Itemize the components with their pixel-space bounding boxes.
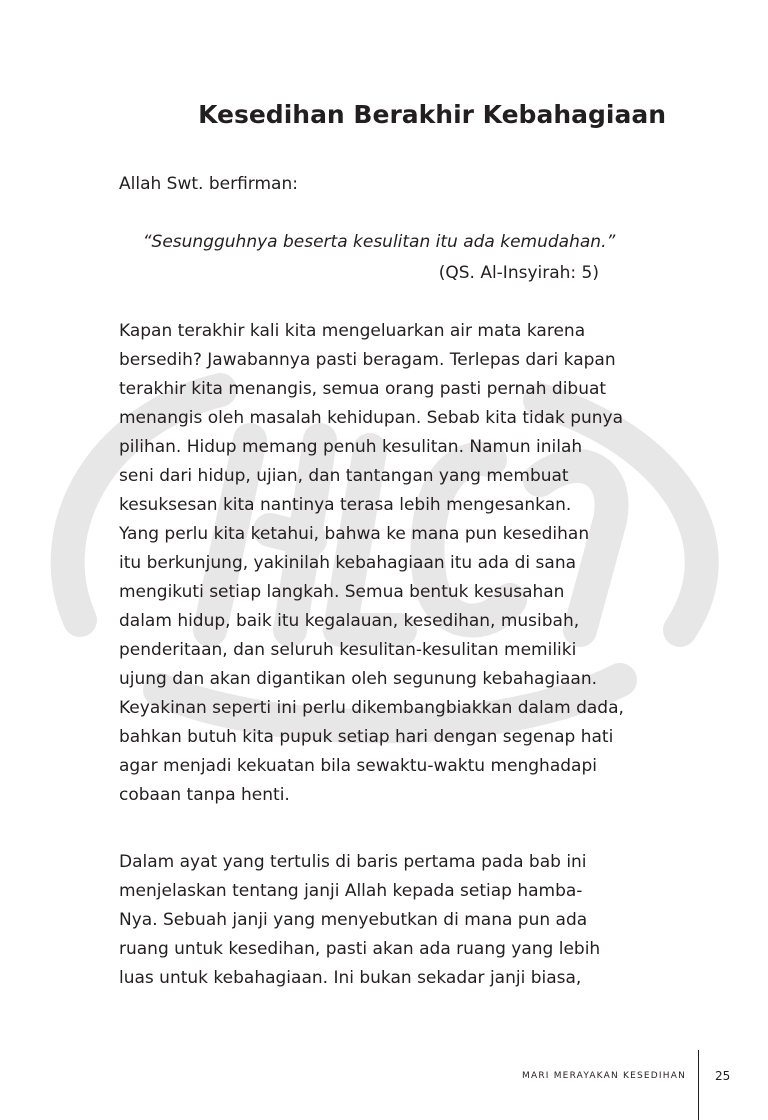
verse-source: (QS. Al-Insyirah: 5) xyxy=(438,263,599,283)
intro-line: Allah Swt. berfirman: xyxy=(119,174,298,194)
page-number: 25 xyxy=(715,1069,731,1083)
text-line: seni dari hidup, ujian, dan tantangan yang membuat xyxy=(119,466,569,486)
text-line: Keyakinan seperti ini perlu dikembangbiakkan dalam dada, xyxy=(119,698,624,718)
text-line: agar menjadi kekuatan bila sewaktu-waktu menghadapi xyxy=(119,756,597,776)
text-line: Kapan terakhir kali kita mengeluarkan air mata karena xyxy=(119,321,586,341)
text-line: ruang untuk kesedihan, pasti akan ada ruang yang lebih xyxy=(119,939,601,959)
text-line: Dalam ayat yang tertulis di baris pertama pada bab ini xyxy=(119,852,587,872)
text-line: pilihan. Hidup memang penuh kesulitan. Namun inilah xyxy=(119,437,583,457)
text-line: Yang perlu kita ketahui, bahwa ke mana pun kesedihan xyxy=(119,524,590,544)
text-line: cobaan tanpa henti. xyxy=(119,785,290,805)
text-line: ujung dan akan digantikan oleh segunung kebahagiaan. xyxy=(119,669,598,689)
text-line: luas untuk kebahagiaan. Ini bukan sekadar janji biasa, xyxy=(119,968,582,988)
text-line: dalam hidup, baik itu kegalauan, kesedihan, musibah, xyxy=(119,611,580,631)
text-line: menjelaskan tentang janji Allah kepada setiap hamba- xyxy=(119,881,583,901)
paragraph-1 xyxy=(119,317,624,810)
text-line: itu berkunjung, yakinilah kebahagiaan itu ada di sana xyxy=(119,553,577,573)
running-footer-title: MARI MERAYAKAN KESEDIHAN xyxy=(522,1071,686,1081)
text-line: bahkan butuh kita pupuk setiap hari dengan segenap hati xyxy=(119,727,614,747)
verse-quote: “Sesungguhnya beserta kesulitan itu ada kemudahan.” xyxy=(142,232,616,252)
text-line: menangis oleh masalah kehidupan. Sebab kita tidak punya xyxy=(119,408,624,428)
text-line: kesuksesan kita nantinya terasa lebih mengesankan. xyxy=(119,495,572,515)
text-line: bersedih? Jawabannya pasti beragam. Terlepas dari kapan xyxy=(119,350,616,370)
text-line: Nya. Sebuah janji yang menyebutkan di mana pun ada xyxy=(119,910,588,930)
text-line: mengikuti setiap langkah. Semua bentuk kesusahan xyxy=(119,582,565,602)
footer-divider xyxy=(698,1050,699,1120)
text-line: penderitaan, dan seluruh kesulitan-kesulitan memiliki xyxy=(119,640,577,660)
text-line: terakhir kita menangis, semua orang pasti pernah dibuat xyxy=(119,379,607,399)
paragraph-2 xyxy=(119,848,600,993)
chapter-title: Kesedihan Berakhir Kebahagiaan xyxy=(198,100,666,129)
